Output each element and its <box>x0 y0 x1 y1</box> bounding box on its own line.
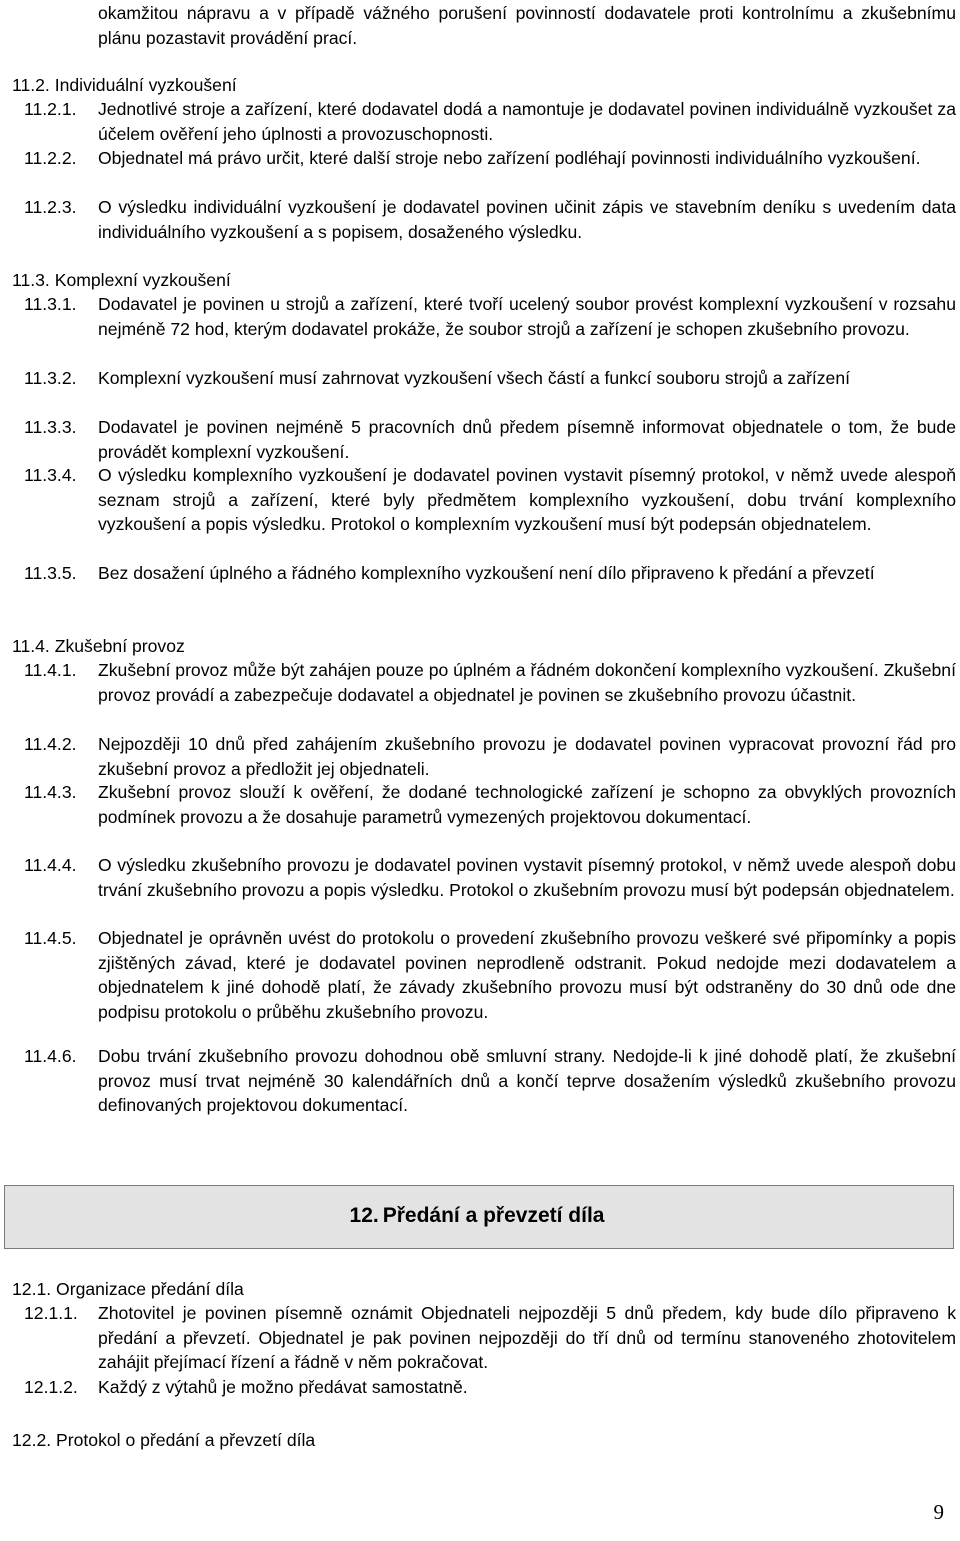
page-number: 9 <box>933 1500 944 1524</box>
clause-number: 12.1.1. <box>24 1303 78 1323</box>
chapter-number: 12. <box>349 1204 379 1227</box>
clause-number: 11.3.5. <box>24 563 77 583</box>
clause-text: Bez dosažení úplného a řádného komplexního vyzkoušení není dílo připraveno k předání a převzetí <box>98 563 875 583</box>
clause-text: Zkušební provoz slouží k ověření, že dodané technologické zařízení je schopno za obvyklých provozních podmínek provozu a že dosahuje parametrů vymezených projektovou dokumentací. <box>98 782 956 827</box>
chapter-title-text: Předání a převzetí díla <box>382 1204 605 1227</box>
clause-number: 11.4.1. <box>24 660 77 680</box>
clause-text: O výsledku zkušebního provozu je dodavatel povinen vystavit písemný protokol, v němž uvede alespoň dobu trvání zkušebního provozu a popis výsledku. Protokol o zkušebním provozu musí být podepsán objednatelem. <box>98 855 956 900</box>
clause-number: 11.4.6. <box>24 1046 77 1066</box>
clause-11-4-4 <box>24 853 956 902</box>
clause-11-4-2 <box>24 732 956 781</box>
section-heading-11-2 <box>12 73 237 98</box>
section-title: Protokol o předání a převzetí díla <box>56 1430 316 1450</box>
clause-text: Objednatel je oprávněn uvést do protokolu o provedení zkušebního provozu veškeré své připomínky a popis zjištěných závad, které je dodavatel povinen neprodleně odstranit. Pokud nedojde mezi dodavatelem a objednatelem k jiné dohodě platí, že závady zkušebního provozu musí být odstraněny do 30 dnů ode dne podpisu protokolu o průběhu zkušebního provozu. <box>98 928 956 1022</box>
clause-number: 11.3.3. <box>24 417 77 437</box>
intro-paragraph: okamžitou nápravu a v případě vážného porušení povinností dodavatele proti kontrolnímu a zkušebnímu plánu pozastavit provádění prací. <box>98 3 956 48</box>
clause-number: 11.3.1. <box>24 294 77 314</box>
clause-text: Dodavatel je povinen u strojů a zařízení, které tvoří ucelený soubor provést komplexní vyzkoušení v rozsahu nejméně 72 hod, kterým dodavatel prokáže, že soubor strojů a zařízení je schopen zkušebního provozu. <box>98 294 956 339</box>
clause-number: 12.1.2. <box>24 1377 78 1397</box>
clause-11-4-6 <box>24 1044 956 1118</box>
clause-text: Dobu trvání zkušebního provozu dohodnou obě smluvní strany. Nedojde-li k jiné dohodě platí, že zkušební provoz musí trvat nejméně 30 kalendářních dnů a končí teprve dosažením výsledků zkušebního provozu definovaných projektovou dokumentací. <box>98 1046 956 1115</box>
clause-11-2-3 <box>24 195 956 244</box>
section-heading-12-1 <box>12 1277 244 1302</box>
section-heading-11-3 <box>12 268 231 293</box>
clause-text: O výsledku komplexního vyzkoušení je dodavatel povinen vystavit písemný protokol, v němž uvede alespoň seznam strojů a zařízení, které byly předmětem komplexního vyzkoušení, dobu trvání komplexního vyzkoušení a popis výsledku. Protokol o komplexním vyzkoušení musí být podepsán objednatelem. <box>98 465 956 534</box>
clause-text: Nejpozději 10 dnů před zahájením zkušebního provozu je dodavatel povinen vypracovat provozní řád pro zkušební provoz a předložit jej objednateli. <box>98 734 956 779</box>
section-number: 11.2. <box>12 75 50 95</box>
clause-number: 11.4.3. <box>24 782 77 802</box>
clause-number: 11.3.4. <box>24 465 77 485</box>
clause-number: 11.2.1. <box>24 99 77 119</box>
clause-11-2-2 <box>24 146 956 171</box>
clause-11-3-2 <box>24 366 956 391</box>
clause-11-4-1 <box>24 658 956 707</box>
section-title: Organizace předání díla <box>56 1279 244 1299</box>
chapter-banner <box>4 1185 954 1249</box>
clause-11-3-4 <box>24 463 956 537</box>
section-number: 11.3. <box>12 270 50 290</box>
section-title: Komplexní vyzkoušení <box>54 270 231 290</box>
clause-text: Dodavatel je povinen nejméně 5 pracovních dnů předem písemně informovat objednatele o tom, že bude provádět komplexní vyzkoušení. <box>98 417 956 462</box>
clause-12-1-1 <box>24 1301 956 1375</box>
clause-number: 11.3.2. <box>24 368 77 388</box>
clause-text: Každý z výtahů je možno předávat samostatně. <box>98 1377 468 1397</box>
clause-11-2-1 <box>24 97 956 146</box>
clause-text: O výsledku individuální vyzkoušení je dodavatel povinen učinit zápis ve stavebním deníku s uvedením data individuálního vyzkoušení a s popisem, dosaženého výsledku. <box>98 197 956 242</box>
clause-number: 11.2.3. <box>24 197 77 217</box>
section-number: 12.1. <box>12 1279 52 1299</box>
clause-text: Zkušební provoz může být zahájen pouze po úplném a řádném dokončení komplexního vyzkoušení. Zkušební provoz provádí a zabezpečuje dodavatel a objednatel je povinen se zkušebního provozu účastnit. <box>98 660 956 705</box>
section-number: 11.4. <box>12 636 50 656</box>
clause-text: Jednotlivé stroje a zařízení, které dodavatel dodá a namontuje je dodavatel povinen individuálně vyzkoušet za účelem ověření jeho úplnosti a provozuschopnosti. <box>98 99 956 144</box>
clause-11-4-5 <box>24 926 956 1024</box>
clause-11-4-3 <box>24 780 956 829</box>
clause-text: Zhotovitel je povinen písemně oznámit Objednateli nejpozději 5 dnů předem, kdy bude dílo připraveno k předání a převzetí. Objednatel je pak povinen nejpozději do tří dnů od termínu stanoveného zhotovitelem zahájit přejímací řízení a řádně v něm pokračovat. <box>98 1303 956 1372</box>
clause-11-3-3 <box>24 415 956 464</box>
clause-12-1-2 <box>24 1375 956 1400</box>
section-heading-11-4 <box>12 634 185 659</box>
clause-11-3-5 <box>24 561 956 586</box>
clause-number: 11.4.5. <box>24 928 77 948</box>
section-number: 12.2. <box>12 1430 52 1450</box>
clause-text: Objednatel má právo určit, které další stroje nebo zařízení podléhají povinnosti individuálního vyzkoušení. <box>98 148 921 168</box>
clause-text: Komplexní vyzkoušení musí zahrnovat vyzkoušení všech částí a funkcí souboru strojů a zařízení <box>98 368 851 388</box>
section-heading-12-2 <box>12 1428 315 1453</box>
section-title: Individuální vyzkoušení <box>54 75 237 95</box>
section-title: Zkušební provoz <box>54 636 185 656</box>
clause-number: 11.2.2. <box>24 148 77 168</box>
clause-number: 11.4.4. <box>24 855 77 875</box>
clause-11-3-1 <box>24 292 956 341</box>
chapter-title <box>5 1204 953 1228</box>
clause-number: 11.4.2. <box>24 734 77 754</box>
